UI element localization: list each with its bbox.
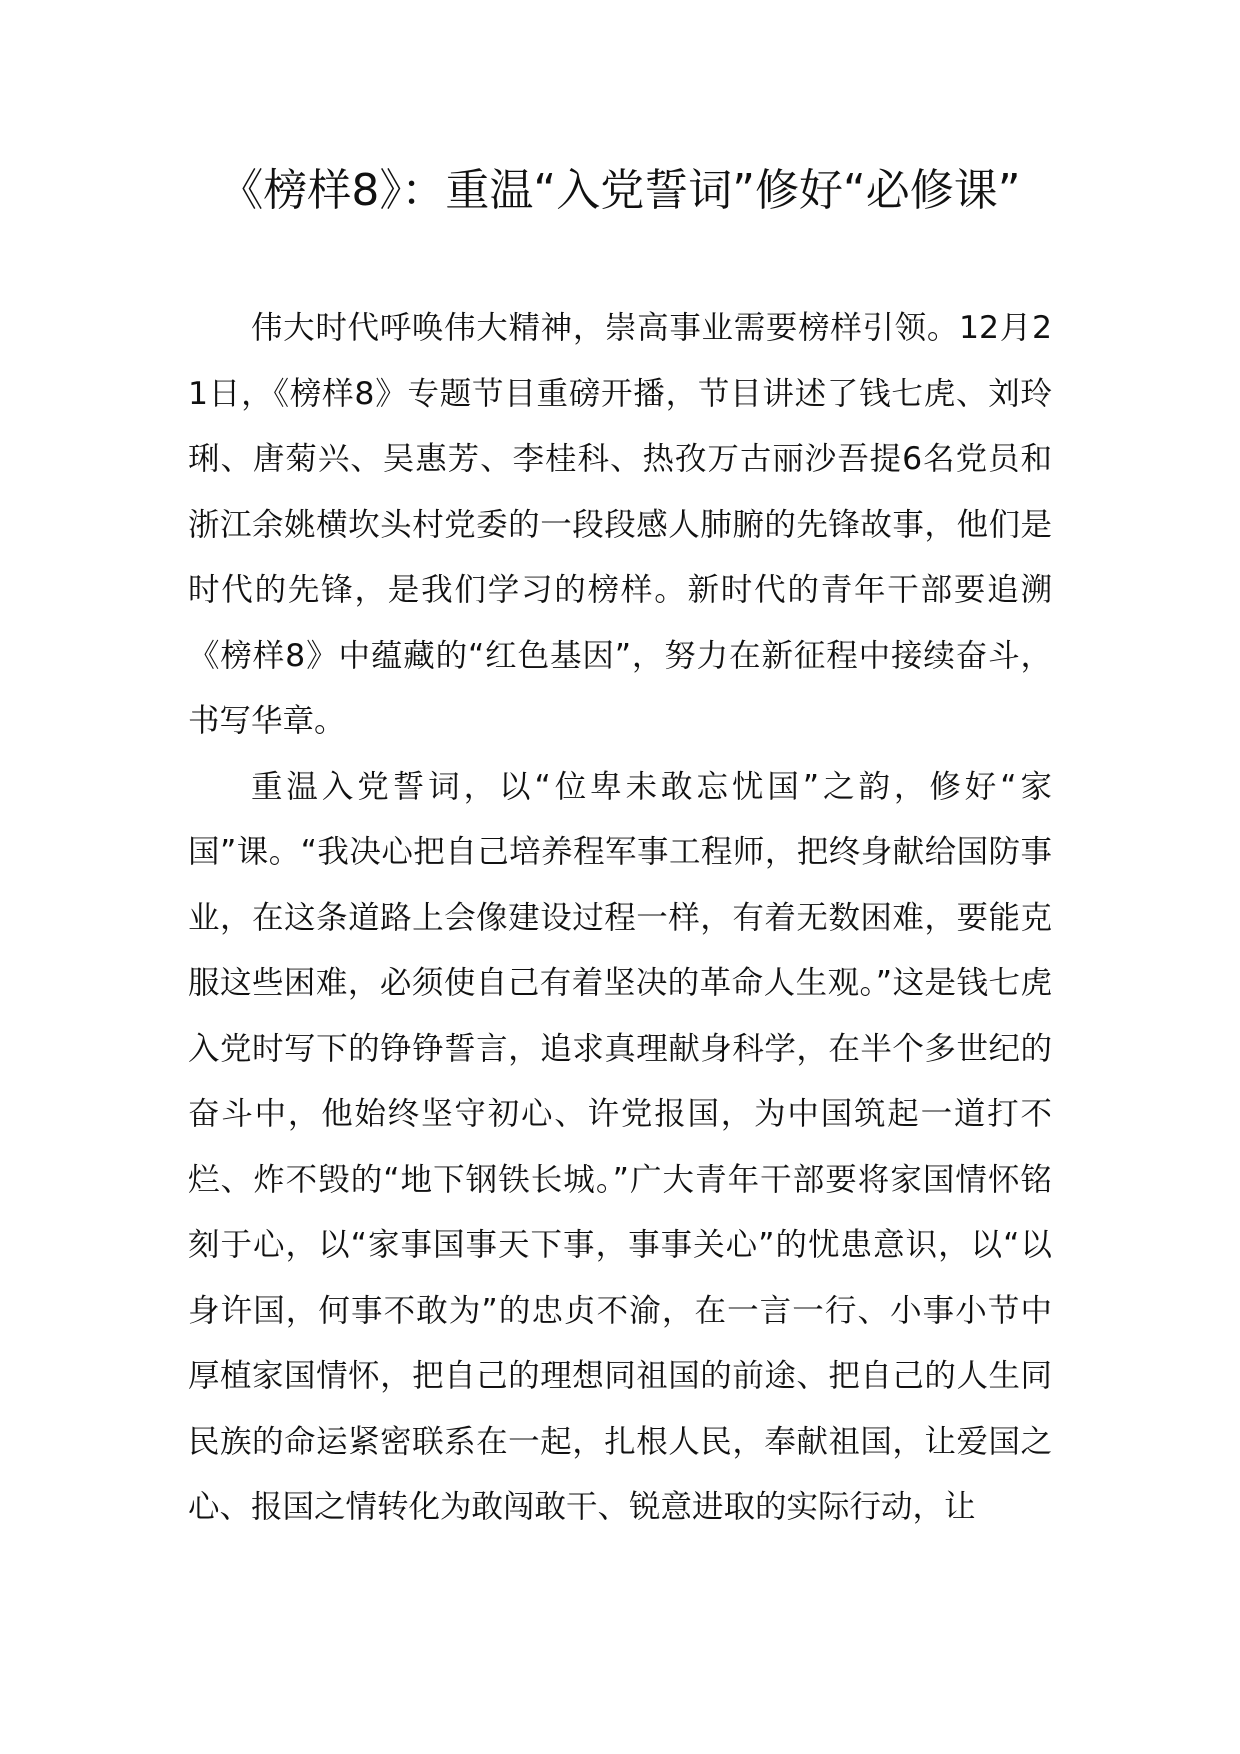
paragraph-intro: 伟大时代呼唤伟大精神，崇高事业需要榜样引领。12月21日，《榜样8》专题节目重磅开播，节目讲述了钱七虎、刘玲琍、唐菊兴、吴惠芳、李桂科、热孜万古丽沙吾提6名党员和浙江余姚横坎头村党委的一段段感人肺腑的先锋故事，他们是时代的先锋，是我们学习的榜样。新时代的青年干部要追溯《榜样8》中蕴藏的“红色基因”，努力在新征程中接续奋斗，书写华章。 [188, 310, 1052, 739]
paragraph-oath: 重温入党誓词，以“位卑未敢忘忧国”之韵，修好“家国”课。“我决心把自己培养程军事工程师，把终身献给国防事业，在这条道路上会像建设过程一样，有着无数困难，要能克服这些困难，必须使自己有着坚决的革命人生观。”这是钱七虎入党时写下的铮铮誓言，追求真理献身科学，在半个多世纪的奋斗中，他始终坚守初心、许党报国，为中国筑起一道打不烂、炸不毁的“地下钢铁长城。”广大青年干部要将家国情怀铭刻于心，以“家事国事天下事，事事关心”的忧患意识，以“以身许国，何事不敢为”的忠贞不渝，在一言一行、小事小节中厚植家国情怀，把自己的理想同祖国的前途、把自己的人生同民族的命运紧密联系在一起，扎根人民，奉献祖国，让爱国之心、报国之情转化为敢闯敢干、锐意进取的实际行动，让 [188, 768, 1052, 1525]
document-body [188, 296, 1052, 1541]
document-title: 《榜样8》：重温“入党誓词”修好“必修课” [219, 165, 1021, 216]
